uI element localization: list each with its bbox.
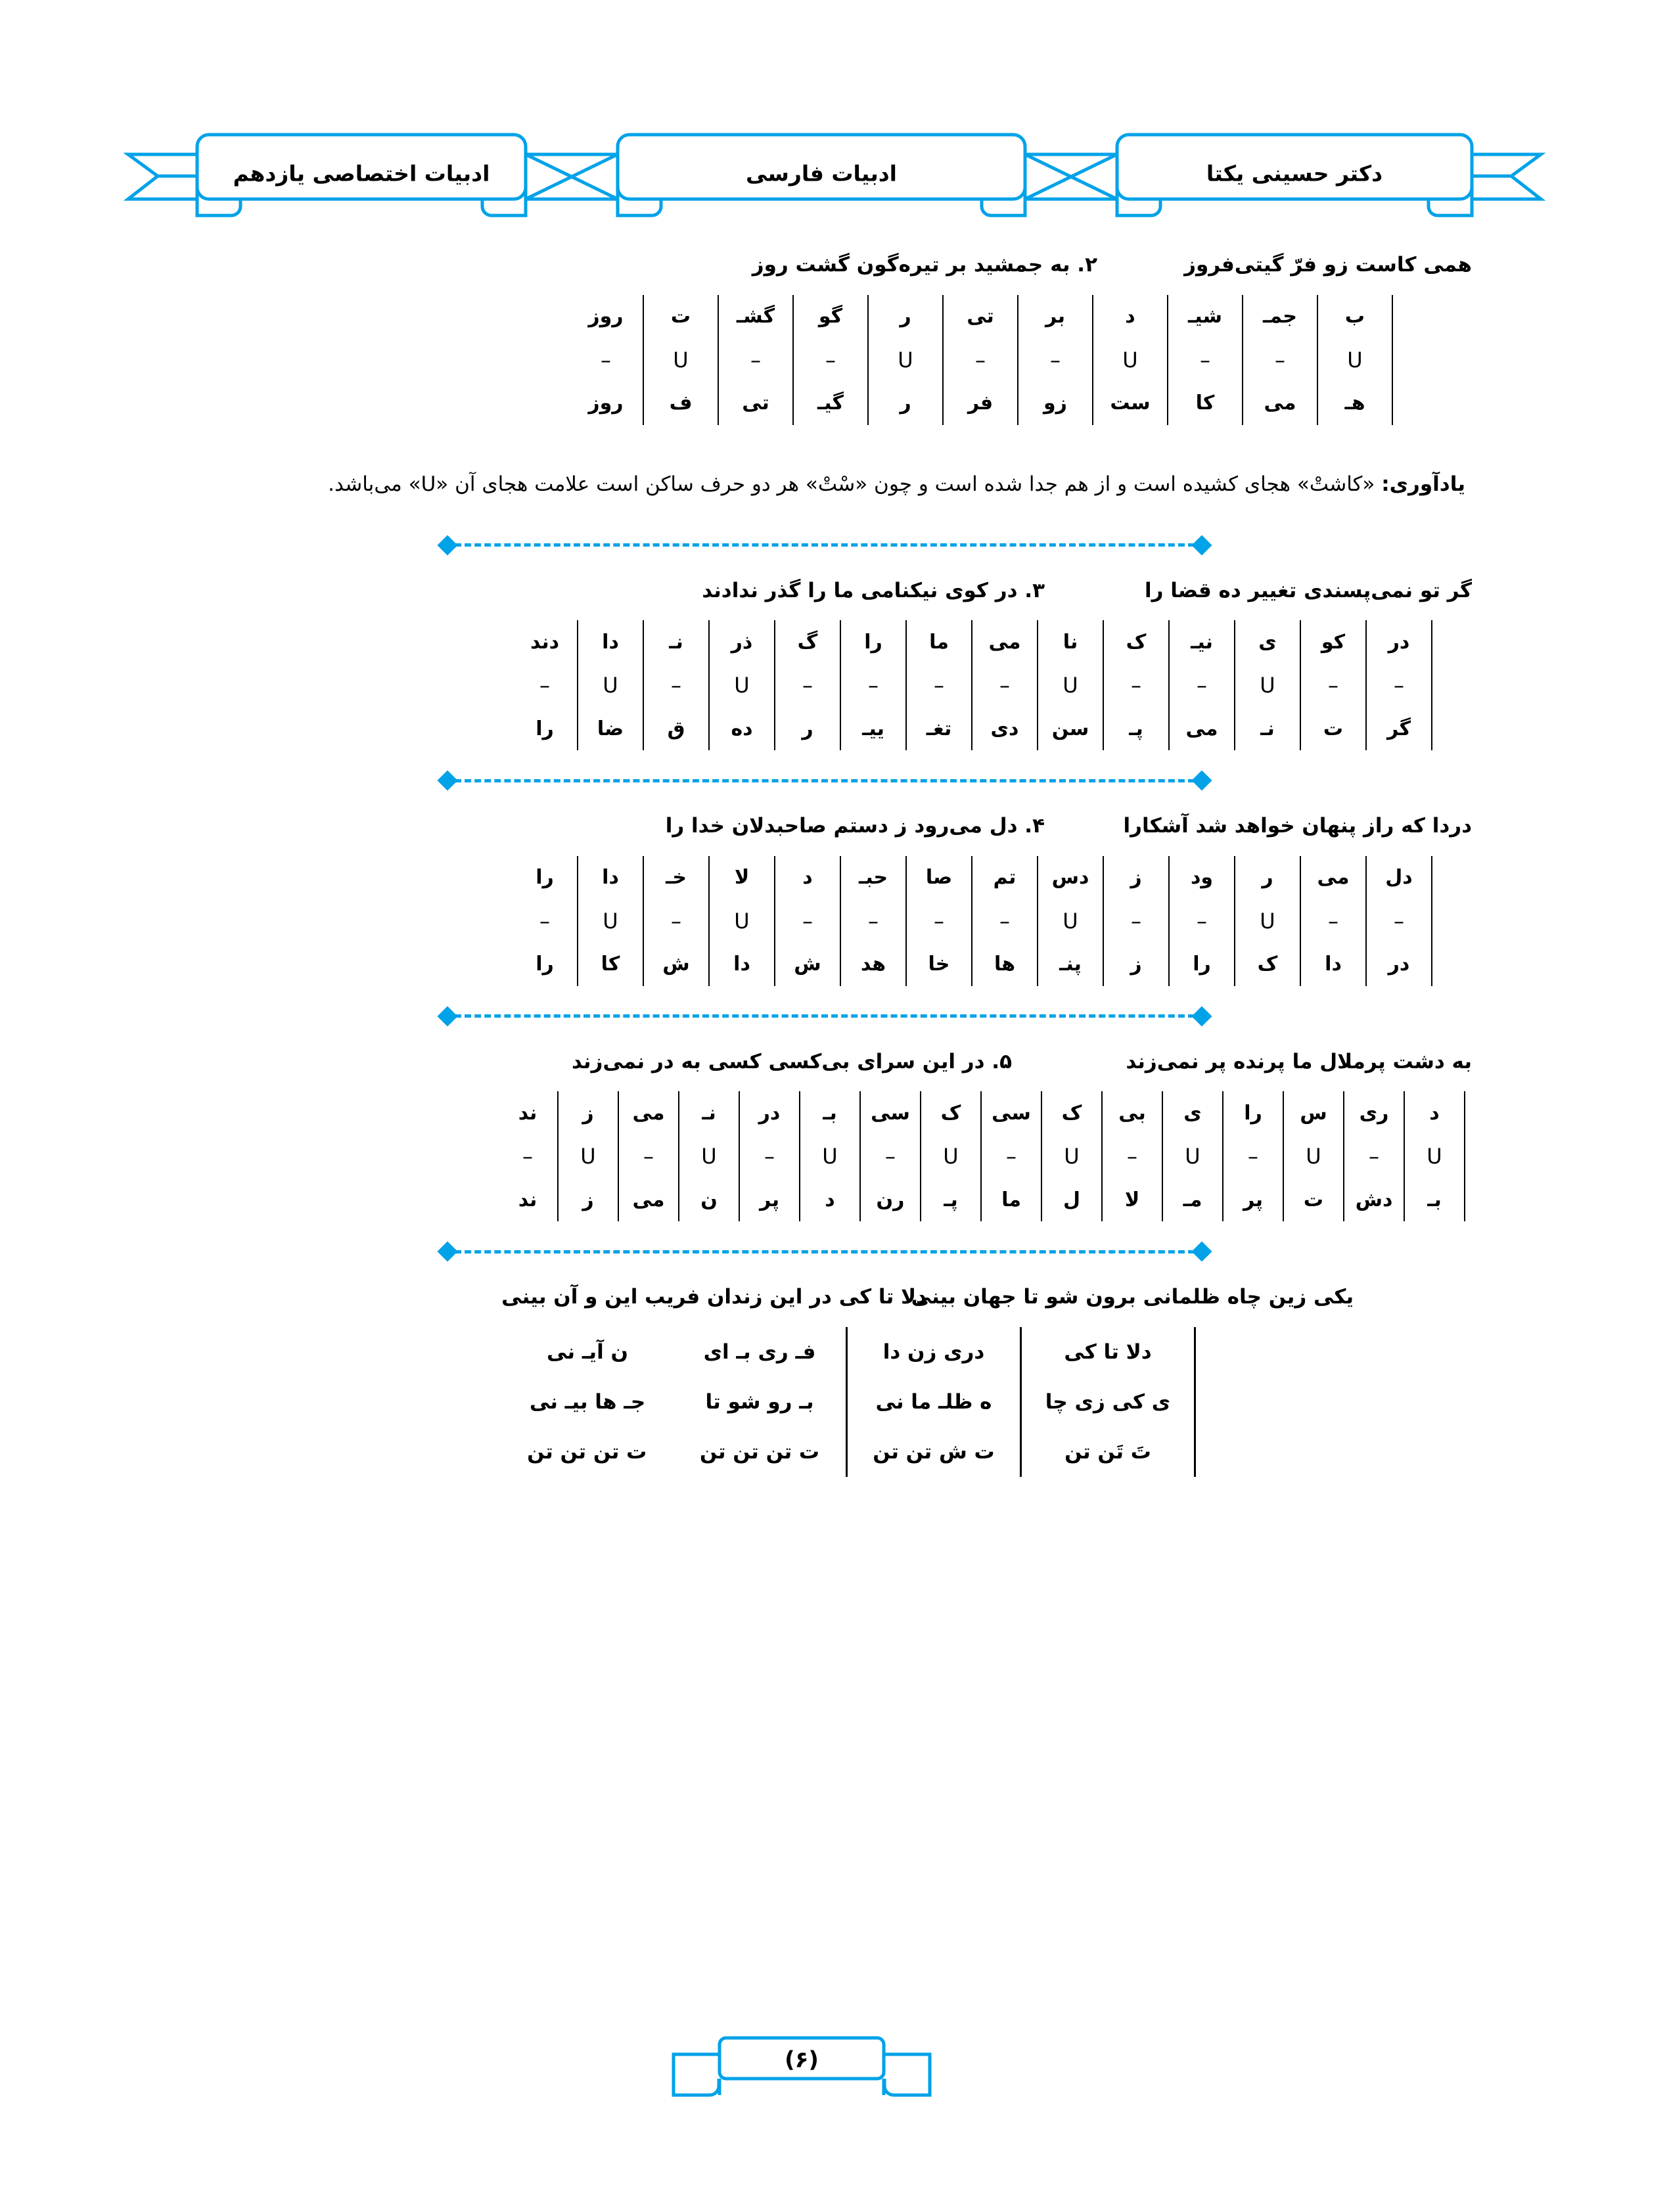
section-divider [440, 1003, 1209, 1029]
final-verse-hemistich-b: یکی زین چاه ظلمانی برون شو تا جهان بینی [911, 1285, 1354, 1309]
diamond-bullet-icon [437, 1242, 457, 1262]
diamond-bullet-icon [437, 535, 457, 555]
footer-page-ribbon [0, 2035, 1669, 2113]
syllable-cell: روز [569, 382, 643, 425]
syllable-cell: د [1404, 1091, 1465, 1135]
scansion-symbol: U [558, 1135, 618, 1178]
scansion-symbol: – [775, 664, 840, 707]
syllable-cell: بی [1102, 1091, 1162, 1135]
scansion-symbol: – [1103, 899, 1169, 943]
syllable-cell: می [972, 620, 1038, 664]
table-row-bottom [569, 382, 1392, 425]
syllable-cell: کو [1300, 620, 1366, 664]
syllable-cell: پر [739, 1178, 800, 1221]
syllable-cell: بر [1018, 295, 1093, 338]
syllable-cell: بـ [800, 1091, 860, 1135]
syllable-cell: ز [558, 1091, 618, 1135]
verse-5-hemistich-b: به دشت پرملال ما پرنده پر نمی‌زند [1126, 1049, 1472, 1073]
table-row-top [513, 856, 1432, 899]
syllable-cell: ما [906, 620, 972, 664]
syllable-cell: ها [972, 943, 1038, 986]
scansion-symbol: – [943, 338, 1018, 382]
syllable-cell: تغـ [906, 707, 972, 750]
scansion-symbol: – [1300, 899, 1366, 943]
verse-3-hemistich-b: گر تو نمی‌پسندی تغییر ده قضا را [1145, 578, 1472, 602]
scansion-table-3-wrap [164, 620, 1432, 750]
syllable-cell: جمـ [1243, 295, 1317, 338]
syllable-cell: س [1283, 1091, 1344, 1135]
scansion-symbol: U [643, 338, 718, 382]
syllable-cell: نـ [643, 620, 709, 664]
syllable-cell: سی [981, 1091, 1041, 1135]
syllable-cell: در [1366, 943, 1432, 986]
syllable-cell: ر [1235, 856, 1300, 899]
header-right-label: دکتر حسینی یکتا [1206, 160, 1383, 187]
scansion-symbol: U [1162, 1135, 1223, 1178]
syllable-cell: می [618, 1178, 679, 1221]
diamond-bullet-icon [1191, 1242, 1212, 1262]
syllable-cell: ز [1103, 856, 1169, 899]
syllable-cell: شیـ [1168, 295, 1243, 338]
syllable-cell: را [1169, 943, 1235, 986]
scansion-symbol: – [643, 664, 709, 707]
syllable-cell: ما [981, 1178, 1041, 1221]
scansion-symbol: – [793, 338, 868, 382]
syllable-cell: نیـ [1169, 620, 1235, 664]
syllable-cell: ت [1300, 707, 1366, 750]
syllable-cell: پـ [921, 1178, 981, 1221]
syllable-cell: روز [569, 295, 643, 338]
syllable-cell: گ [775, 620, 840, 664]
table-row-top [513, 620, 1432, 664]
table-row-top [498, 1091, 1465, 1135]
scansion-symbol: U [578, 899, 643, 943]
syllable-cell: در [739, 1091, 800, 1135]
syllable-cell: ک [1235, 943, 1300, 986]
syllable-cell: ند [498, 1091, 558, 1135]
divider-line [455, 779, 1195, 782]
syllable-cell: ده [709, 707, 775, 750]
syllable-cell: دند [513, 620, 578, 664]
scansion-symbol: – [513, 899, 578, 943]
syllable-cell: دل [1366, 856, 1432, 899]
table-row-symbols [513, 899, 1432, 943]
scansion-symbol: – [1103, 664, 1169, 707]
syllable-cell: کا [578, 943, 643, 986]
syllable-cell: ل [1041, 1178, 1102, 1221]
diamond-bullet-icon [1191, 1006, 1212, 1026]
syllable-cell: در [1366, 620, 1432, 664]
syllable-cell: حبـ [840, 856, 906, 899]
syllable-cell: ر [775, 707, 840, 750]
syllable-cell: نـ [1235, 707, 1300, 750]
divider-line [455, 1014, 1195, 1018]
section-divider [440, 767, 1209, 794]
scansion-symbol: – [1169, 664, 1235, 707]
final-cell: ت تن تن تن [674, 1427, 847, 1477]
syllable-cell: هد [840, 943, 906, 986]
scansion-symbol: U [709, 899, 775, 943]
syllable-cell: ست [1093, 382, 1168, 425]
syllable-cell: دا [578, 856, 643, 899]
syllable-cell: لا [1102, 1178, 1162, 1221]
final-cell: تَ تَن تن [1021, 1427, 1195, 1477]
scansion-table-2-wrap [164, 295, 1393, 425]
header-center-label: ادبیات فارسی [746, 160, 897, 187]
verse-line-4 [164, 811, 1472, 842]
syllable-cell: دش [1344, 1178, 1404, 1221]
scansion-symbol: U [1235, 899, 1300, 943]
syllable-cell: را [513, 943, 578, 986]
syllable-cell: سی [860, 1091, 921, 1135]
scansion-symbol: – [906, 899, 972, 943]
scansion-symbol: U [1041, 1135, 1102, 1178]
scansion-symbol: – [1344, 1135, 1404, 1178]
syllable-cell: کا [1168, 382, 1243, 425]
syllable-cell: نـ [679, 1091, 739, 1135]
syllable-cell: دا [1300, 943, 1366, 986]
scansion-symbol: – [860, 1135, 921, 1178]
syllable-cell: ک [1041, 1091, 1102, 1135]
syllable-cell: صا [906, 856, 972, 899]
final-cell: دلا تا کی [1021, 1327, 1195, 1377]
syllable-cell: گیـ [793, 382, 868, 425]
syllable-cell: دس [1038, 856, 1103, 899]
section-divider [440, 1238, 1209, 1265]
scansion-symbol: – [1169, 899, 1235, 943]
scansion-symbol: – [1243, 338, 1317, 382]
final-table-wrap [164, 1327, 1196, 1477]
verse-4-hemistich-b: دردا که راز پنهان خواهد شد آشکارا [1123, 814, 1472, 838]
syllable-cell: دا [578, 620, 643, 664]
diamond-bullet-icon [1191, 535, 1212, 555]
syllable-cell: خـ [643, 856, 709, 899]
syllable-cell: را [513, 856, 578, 899]
syllable-cell: ر [868, 295, 943, 338]
worksheet-body [164, 250, 1472, 1477]
scansion-symbol: – [1223, 1135, 1283, 1178]
scansion-symbol: U [1283, 1135, 1344, 1178]
scansion-symbol: – [618, 1135, 679, 1178]
syllable-cell: فر [943, 382, 1018, 425]
table-row-symbols [513, 664, 1432, 707]
scansion-symbol: – [972, 664, 1038, 707]
scansion-symbol: – [775, 899, 840, 943]
syllable-cell: گو [793, 295, 868, 338]
syllable-cell: نا [1038, 620, 1103, 664]
verse-2-hemistich-b: همی کاست زو فرّ گیتی‌فروز [1184, 253, 1472, 277]
verse-2-hemistich-a: ۲. به جمشید بر تیره‌گون گشت روز [752, 253, 1097, 277]
verse-3-hemistich-a: ۳. در کوی نیکنامی ما را گذر ندادند [702, 578, 1045, 602]
scansion-symbol: – [1102, 1135, 1162, 1178]
table-row-symbols [569, 338, 1392, 382]
syllable-cell: مـ [1162, 1178, 1223, 1221]
scansion-symbol: U [1038, 664, 1103, 707]
syllable-cell: ت [643, 295, 718, 338]
syllable-cell: ی [1235, 620, 1300, 664]
reminder-note-body: «کاشتْ» هجای کشیده است و از هم جدا شده است و چون «سْتْ» هر دو حرف ساکن است علامت هجای آن «U» می‌باشد. [328, 472, 1375, 496]
scansion-symbol: – [840, 664, 906, 707]
final-cell: ه ظلـ ما نی [847, 1377, 1021, 1427]
verse-4-hemistich-a: ۴. دل می‌رود ز دستم صاحبدلان خدا را [665, 814, 1045, 838]
syllable-cell: را [513, 707, 578, 750]
scansion-symbol: U [1317, 338, 1392, 382]
syllable-cell: ت [1283, 1178, 1344, 1221]
syllable-cell: د [800, 1178, 860, 1221]
scansion-symbol: U [578, 664, 643, 707]
syllable-cell: ری [1344, 1091, 1404, 1135]
final-verse-hemistich-a: دلا تا کی در این زندان فریب این و آن بینی [501, 1285, 926, 1309]
scansion-symbol: U [921, 1135, 981, 1178]
final-cell: دری زن دا [847, 1327, 1021, 1377]
scansion-symbol: U [1093, 338, 1168, 382]
diamond-bullet-icon [437, 1006, 457, 1026]
syllable-cell: د [1093, 295, 1168, 338]
scansion-symbol: – [1300, 664, 1366, 707]
divider-line [455, 1250, 1195, 1253]
final-verse-line [164, 1282, 1354, 1313]
syllable-cell: ز [558, 1178, 618, 1221]
syllable-cell: ش [643, 943, 709, 986]
syllable-cell: هـ [1317, 382, 1392, 425]
scansion-table-4 [513, 856, 1432, 986]
syllable-cell: دا [709, 943, 775, 986]
final-cell: ن آیـ نی [547, 1340, 628, 1364]
syllable-cell: را [840, 620, 906, 664]
scansion-symbol: – [739, 1135, 800, 1178]
syllable-cell: ش [775, 943, 840, 986]
syllable-cell: گر [1366, 707, 1432, 750]
syllable-cell: رن [860, 1178, 921, 1221]
final-cell: بـ رو شو تا [674, 1377, 847, 1427]
scansion-symbol: – [643, 899, 709, 943]
syllable-cell: د [775, 856, 840, 899]
scansion-table-5-wrap [164, 1091, 1465, 1221]
scansion-symbol: – [1018, 338, 1093, 382]
syllable-cell: ند [498, 1178, 558, 1221]
final-cell: جـ ها بیـ نی [529, 1389, 646, 1414]
final-cell: فـ ری بـ ای [674, 1327, 847, 1377]
verse-5-hemistich-a: ۵. در این سرای بی‌کسی کسی به در نمی‌زند [571, 1049, 1012, 1073]
table-row [501, 1377, 1195, 1427]
scansion-symbol: – [513, 664, 578, 707]
table-row-bottom [513, 943, 1432, 986]
syllable-cell: ف [643, 382, 718, 425]
syllable-cell: ود [1169, 856, 1235, 899]
table-row-bottom [498, 1178, 1465, 1221]
scansion-table-5 [498, 1091, 1465, 1221]
syllable-cell: ر [868, 382, 943, 425]
scansion-symbol: U [679, 1135, 739, 1178]
final-cell: ت ش تن تن [847, 1427, 1021, 1477]
table-row-symbols [498, 1135, 1465, 1178]
scansion-symbol: – [972, 899, 1038, 943]
page-number: (۶) [785, 2046, 819, 2073]
syllable-cell: را [1223, 1091, 1283, 1135]
verse-line-3 [164, 576, 1472, 606]
section-divider [440, 532, 1209, 558]
scansion-symbol: – [981, 1135, 1041, 1178]
scansion-symbol: U [1404, 1135, 1465, 1178]
scansion-symbol: U [709, 664, 775, 707]
final-cell: ی کی زی چا [1021, 1377, 1195, 1427]
syllable-cell: گشـ [718, 295, 793, 338]
reminder-note [164, 463, 1472, 506]
syllable-cell: ییـ [840, 707, 906, 750]
syllable-cell: تی [718, 382, 793, 425]
syllable-cell: پنـ [1038, 943, 1103, 986]
syllable-cell: ضا [578, 707, 643, 750]
syllable-cell: ن [679, 1178, 739, 1221]
table-row-bottom [513, 707, 1432, 750]
scansion-symbol: – [1168, 338, 1243, 382]
syllable-cell: خا [906, 943, 972, 986]
final-cell: ت تن تن تن [527, 1439, 647, 1464]
scansion-symbol: – [569, 338, 643, 382]
syllable-cell: بـ [1404, 1178, 1465, 1221]
syllable-cell: تی [943, 295, 1018, 338]
scansion-symbol: – [1366, 899, 1432, 943]
scansion-symbol: – [840, 899, 906, 943]
header-ribbon-banner [0, 131, 1669, 223]
syllable-cell: پـ [1103, 707, 1169, 750]
syllable-cell: ی [1162, 1091, 1223, 1135]
header-left-label: ادبیات اختصاصی یازدهم [233, 160, 490, 187]
syllable-cell: دی [972, 707, 1038, 750]
syllable-cell: سن [1038, 707, 1103, 750]
verse-line-2 [164, 250, 1472, 281]
syllable-cell: زو [1018, 382, 1093, 425]
reminder-note-title: یادآوری: [1381, 472, 1465, 496]
table-row [501, 1427, 1195, 1477]
final-scansion-table [499, 1327, 1196, 1477]
divider-line [455, 543, 1195, 547]
scansion-symbol: U [1038, 899, 1103, 943]
syllable-cell: ک [921, 1091, 981, 1135]
syllable-cell: می [1300, 856, 1366, 899]
scansion-table-4-wrap [164, 856, 1432, 986]
syllable-cell: ک [1103, 620, 1169, 664]
diamond-bullet-icon [1191, 771, 1212, 791]
scansion-table-3 [513, 620, 1432, 750]
verse-line-5 [164, 1047, 1472, 1077]
syllable-cell: ذر [709, 620, 775, 664]
syllable-cell: می [1169, 707, 1235, 750]
scansion-symbol: U [800, 1135, 860, 1178]
syllable-cell: ق [643, 707, 709, 750]
diamond-bullet-icon [437, 771, 457, 791]
scansion-symbol: – [718, 338, 793, 382]
syllable-cell: می [618, 1091, 679, 1135]
syllable-cell: تم [972, 856, 1038, 899]
table-row-top [569, 295, 1392, 338]
scansion-symbol: U [868, 338, 943, 382]
table-row [501, 1327, 1195, 1377]
syllable-cell: می [1243, 382, 1317, 425]
scansion-symbol: – [498, 1135, 558, 1178]
scansion-table-2 [569, 295, 1393, 425]
syllable-cell: ب [1317, 295, 1392, 338]
scansion-symbol: – [906, 664, 972, 707]
syllable-cell: ز [1103, 943, 1169, 986]
scansion-symbol: U [1235, 664, 1300, 707]
syllable-cell: پر [1223, 1178, 1283, 1221]
syllable-cell: لا [709, 856, 775, 899]
scansion-symbol: – [1366, 664, 1432, 707]
